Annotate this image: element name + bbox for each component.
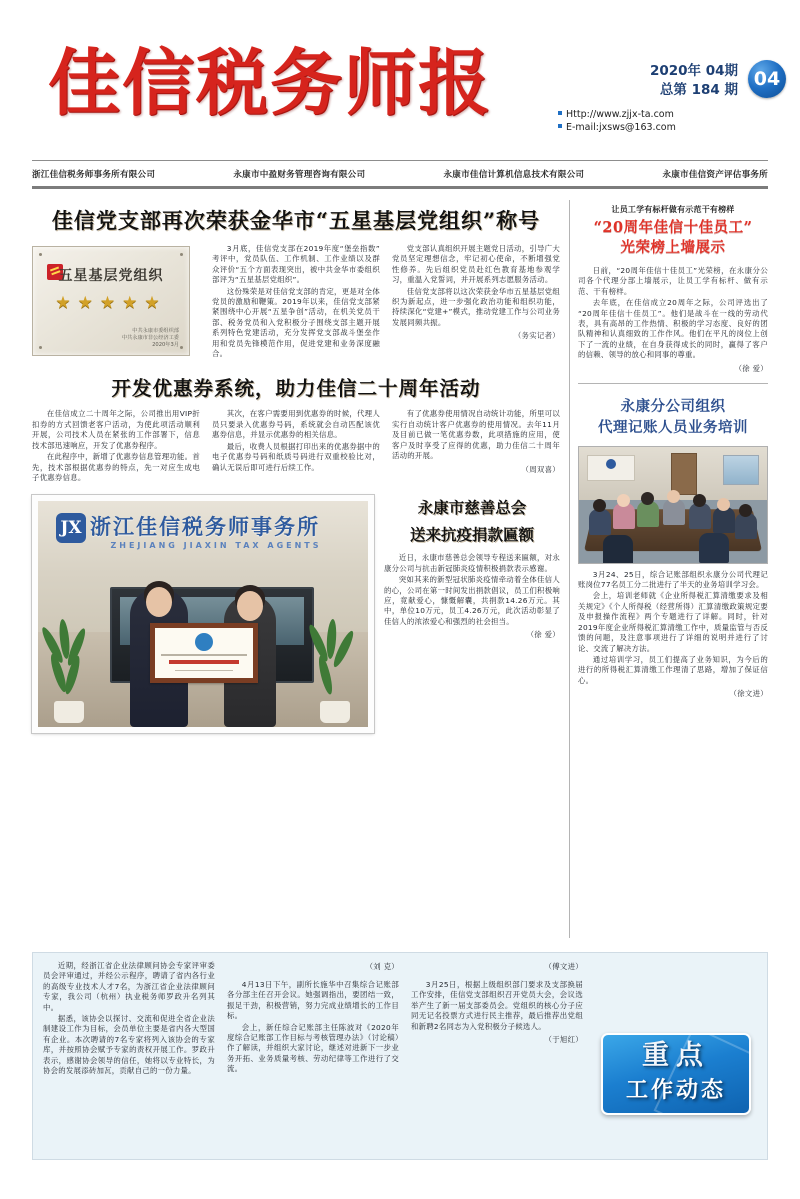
company-name: 浙江佳信税务师事务所有限公司: [32, 170, 156, 180]
article2-paragraph: 有了优惠券使用情况自动统计功能，所里可以实行自动统计客户优惠券的使用情况。去年11月及目前已做一笔优惠券数，此项措施的应用，使客户及时享受了应得的优惠，助力佳信二十周年活动的开展。: [392, 409, 560, 461]
sidebar1-kicker: 让员工学有标杆做有示范干有榜样: [611, 205, 735, 214]
office-sign-en: ZHEJIANG JIAXIN TAX AGENTS: [110, 541, 322, 551]
sidebar1-title-line1: “20周年佳信十佳员工”: [593, 219, 753, 236]
article1-paragraph: 3月底，佳信党支部在2019年度“堡垒指数”考评中，党员队伍、工作机制、工作业绩以及群众评价“五个方面表现突出，被中共金华市委组织部评为“五星基层党组织”。: [212, 244, 380, 285]
issue-badge: 04: [748, 60, 786, 98]
email-link[interactable]: E-mail:jxsws@163.com: [558, 121, 738, 134]
article3-text-block: [384, 495, 560, 640]
plaque-date: 2020年3月: [152, 342, 179, 348]
charity-photo: [32, 495, 374, 733]
company-list: [32, 168, 768, 180]
bottom-panel: [32, 952, 768, 1160]
article3-paragraph: 突如其来的新型冠状肺炎疫情牵动着全体佳信人的心，公司在第一时间发出捐款倡议，员工们积极响应，竟献爱心，慷慨解囊，共捐款14.26万元。其中，单位10万元，员工4.26万元，此次活动彰显了佳信人的浓浓爱心和强烈的社会担当。: [384, 575, 560, 626]
article2-paragraph: 最后，收费人员根据打印出来的优惠券据中的电子优惠券号码和纸质号码进行双重校验比对，确认无误后即可进行后续工作。: [212, 441, 380, 472]
article3-byline: （徐 爱）: [526, 630, 560, 640]
masthead: [0, 0, 800, 180]
article-coupon-system: [32, 367, 560, 483]
bottom-paragraph: 近期，经浙江省企业法律顾问协会专家评审委员会评审通过，并经公示程序，聘请了省内各行业的高级专业技术人才7名，为浙江省企业法律顾问专家，我公司（杭州）执业税务师罗政升名列其中。: [43, 961, 215, 1012]
sidebar2-paragraph: 会上，培训老师就《企业所得税汇算清缴要求及相关规定》《个人所得税（经营所得）汇算清缴政策规定要及申报操作流程》两个专题进行了详解。同时，针对2019年度企业所得税汇算清缴工作中，质量监管与否反馈的问题，及注意事项进行了详细的说明并进行了讨论、交流了解决方法。: [578, 591, 768, 653]
logo-line2: 工作动态: [625, 1077, 726, 1103]
company-name: 永康市中盈财务管理咨询有限公司: [233, 170, 366, 180]
company-logo-icon: JX: [56, 513, 86, 543]
sidebar-top-employees: [578, 204, 768, 374]
article1-paragraph: 佳信党支部将以这次荣获金华市五星基层党组织为新起点，进一步强化政治功能和组织功能，持续深化“党建+”模式，推动党建工作与公司业务发展同频共振。: [392, 286, 560, 327]
main-column: [32, 196, 560, 941]
wall-board-icon: [587, 455, 635, 481]
plaque-issuer-line2: 中共永康市非公经济工委: [121, 335, 179, 341]
sidebar1-title-line2: 光荣榜上墙展示: [620, 239, 726, 256]
body-area: [32, 196, 768, 941]
sidebar1-paragraph: 去年底，在佳信成立20周年之际，公司评选出了“20周年佳信十佳员工”。他们是战斗在一线的劳动代表，具有高昂的工作热情、积极的学习态度、良好的团队精神和认真细致的工作作风。他们在平凡的岗位上创下了一流的业绩，在自身获得成长的同时，赢得了客户的信赖、领导的放心和同事的尊重。: [578, 298, 768, 360]
article-party-branch: [32, 196, 560, 359]
bottom-byline: （于旭红）: [544, 1035, 583, 1045]
bottom-paragraph: 3月25日，根据上级组织部门要求及支部换届工作安排，佳信党支部组织召开党员大会，会议选举产生了新一届支部委员会。党组织的核心分子应同无记名投票方式进行民主推荐，最后推荐出党组和新聘2名同志为入党积极分子候选人。: [411, 980, 583, 1031]
issue-number: 2020年 04期: [649, 63, 738, 79]
bottom-paragraph: 4月13日下午，副所长施华中召集综合记账部各分部主任召开会议。她强调指出，要团结一致，振足干劲，积极营销，努力完成业绩增长的工作目标。: [227, 980, 399, 1021]
website-link[interactable]: Http://www.zjjx-ta.com: [558, 108, 738, 121]
article2-paragraph: 在此程序中，新增了优惠券信息管理功能。首先，技术部根据优惠券的特点，先一对应生成电子优惠券信息。: [32, 452, 200, 482]
article1-headline: 佳信党支部再次荣获金华市“五星基层党组织”称号: [51, 208, 541, 233]
key-work-dynamics-logo: [601, 1033, 751, 1115]
article1-body: [32, 244, 560, 359]
article-charity-plaque: [32, 495, 560, 745]
sidebar2-byline: （徐文进）: [729, 689, 768, 699]
plant-icon: [46, 619, 92, 723]
logo-line1: 重点: [642, 1040, 710, 1071]
sidebar1-byline: （徐 爱）: [734, 363, 768, 373]
article3-headline-line2: 送来抗疫捐款匾额: [409, 525, 534, 545]
issue-info: [558, 62, 738, 100]
plaque-title: 五星基层党组织: [58, 268, 164, 284]
article2-byline: （周双喜）: [521, 464, 560, 474]
donation-plaque-icon: [150, 623, 258, 683]
sidebar2-paragraph: 通过培训学习，员工们提高了业务知识，为今后的进行的所得税汇算清缴工作理清了思路，增加了保证信心。: [578, 654, 768, 685]
plant-icon: [312, 619, 358, 723]
company-name: 永康市佳信资产评估事务所: [662, 170, 768, 180]
office-sign-cn: 浙江佳信税务师事务所: [90, 514, 320, 540]
company-name: 永康市佳信计算机信息技术有限公司: [443, 170, 585, 180]
sidebar-bottom-training: [578, 396, 768, 699]
bottom-right-block: [593, 961, 759, 1153]
plaque-issuer-line1: 中共永康市委组织部: [132, 328, 179, 334]
sidebar2-title-line2: 代理记账人员业务培训: [598, 418, 748, 436]
contact-links: [558, 108, 738, 134]
article1-byline: （务实记者）: [513, 331, 560, 341]
sidebar2-title-line1: 永康分公司组织: [620, 397, 726, 415]
plaque-image: [32, 246, 190, 356]
sidebar1-paragraph: 日前，“20周年佳信十佳员工”光荣榜，在永康分公司各个代理分部上墙展示，让员工学有标杆、做有示范、干有榜样。: [578, 266, 768, 296]
article1-paragraph: 党支部认真组织开展主题党日活动，引导广大党员坚定理想信念，牢记初心使命，不断增强党性修养。先后组织党员赴红色教育基地参观学习，重温入党誓词，并开展系列志愿服务活动。: [392, 244, 560, 285]
bottom-text-columns: [43, 961, 583, 1153]
article2-headline: 开发优惠券系统，助力佳信二十周年活动: [111, 377, 481, 401]
article2-body: [32, 409, 560, 483]
bottom-paragraph: 会上，新任综合记账部主任陈波对《2020年度综合记账部工作目标与考核管理办法》（讨论稿）作了解读，并组织大家讨论，继述对进新下一步业务开拓、业务质量考核、劳动纪律等工作进行了交流。: [227, 1022, 399, 1074]
article1-paragraph: 这份殊荣是对佳信党支部的肯定，更是对全体党员的激励和鞭策。2019年以来，佳信党支部紧紧围绕中心开展“五星争创”活动，在机关党员干部、税务党员和入党积极分子围绕支部主题开展系列特色党建活动，充分发挥党支部战斗堡垒作用和党员先锋模范作用，促进党建和业务深度融合。: [212, 286, 380, 359]
article3-headline-line1: 永康市慈善总会: [417, 498, 527, 518]
bottom-byline: （傅文进）: [544, 962, 583, 971]
masthead-rule-top: [32, 160, 768, 161]
issue-total: 总第 184 期: [659, 82, 738, 98]
training-photo: [578, 446, 768, 564]
column-divider: [569, 200, 570, 938]
article2-paragraph: 在佳信成立二十周年之际，公司推出用VIP折扣券的方式回馈老客户活动，为使此项活动顺利开展，公司技术人员在紧张的工作部署下，信息技术部迅速响应，开发了优惠券程序。: [32, 409, 200, 450]
article3-paragraph: 近日，永康市慈善总会领导专程送来匾额，对永康分公司与抗击新冠肺炎疫情积极捐款表示感谢。: [384, 553, 560, 573]
sidebar2-paragraph: 3月24、25日，综合记账部组织永康分公司代理记账岗位77名员工分二批进行了半天的业务培训学习会。: [578, 569, 768, 590]
bottom-byline: （刘 克）: [365, 962, 399, 971]
plaque-issuer: [122, 328, 179, 349]
bottom-paragraph: 据悉，该协会以探讨、交流和促进全省企业法制建设工作为目标，会员单位主要是省内各大型国有企业。本次聘请的7名专家将列入该协会的专家库，并按照协会赋予专家的责权开展工作。罗政升表示，感谢协会领导的信任，她将以专业特长，为协会的发展添砖加瓦，贡献自己的一份力量。: [43, 1014, 215, 1076]
masthead-rule-bottom: [32, 186, 768, 189]
sidebar-divider: [578, 383, 768, 384]
article2-paragraph: 其次，在客户需要用到优惠券的时候，代理人员只要录入优惠券号码，系统就会自动匹配该优惠券信息，并显示优惠券的相关信息。: [212, 409, 380, 440]
five-stars-icon: ★★★★★: [55, 293, 167, 313]
newspaper-title: 佳信税务师报: [48, 40, 493, 125]
sidebar-column: [578, 196, 768, 941]
